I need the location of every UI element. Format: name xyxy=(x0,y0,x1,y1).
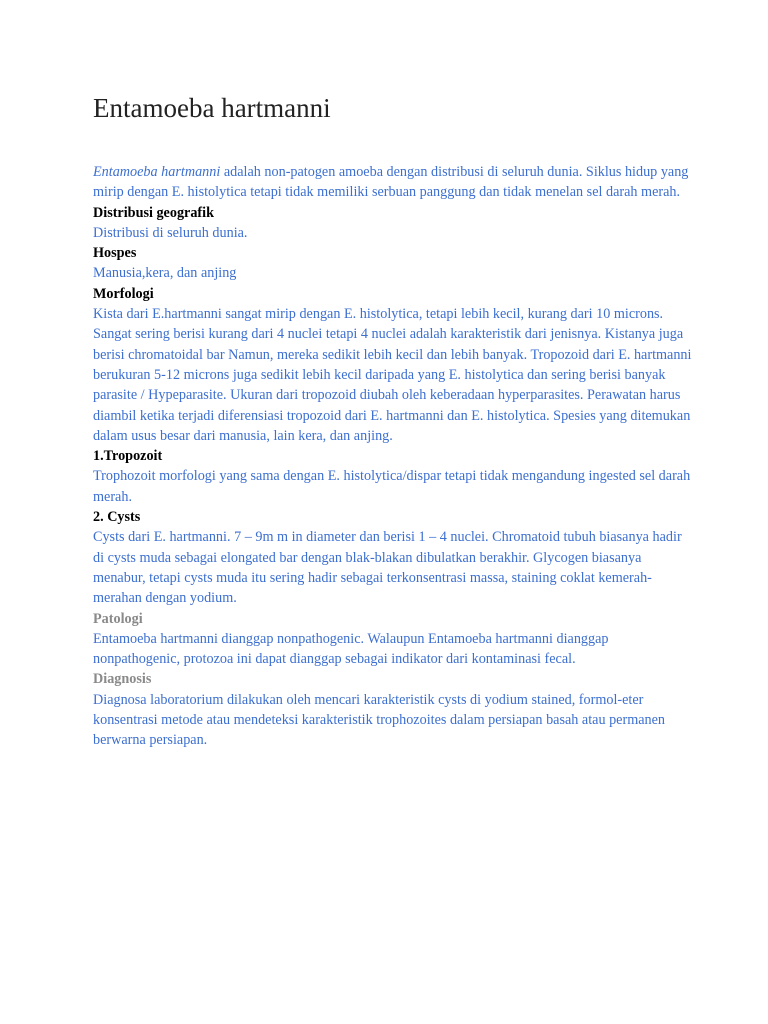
heading-patologi: Patologi xyxy=(93,610,143,627)
page-title: Entamoeba hartmanni xyxy=(93,93,331,123)
intro-italic-name: Entamoeba hartmanni xyxy=(93,164,221,180)
heading-tropozoit: 1.Tropozoit xyxy=(93,448,163,465)
text-tropozoit: Trophozoit morfologi yang sama dengan E. histolytica/dispar tetapi tidak mengandung ingested sel darah merah. xyxy=(93,468,691,505)
heading-diagnosis: Diagnosis xyxy=(93,671,152,688)
heading-hospes: Hospes xyxy=(93,245,137,262)
heading-morfologi: Morfologi xyxy=(93,285,154,302)
text-diagnosis: Diagnosa laboratorium dilakukan oleh mencari karakteristik cysts di yodium stained, formol-eter konsentrasi metode atau mendeteksi karakteristik trophozoites dalam persiapan basah atau permanen berwarna persiapan. xyxy=(93,691,666,749)
text-patologi: Entamoeba hartmanni dianggap nonpathogenic. Walaupun Entamoeba hartmanni dianggap nonpathogenic, protozoa ini dapat dianggap sebagai indikator dari kontaminasi fecal. xyxy=(93,630,609,668)
text-morfologi: Kista dari E.hartmanni sangat mirip dengan E. histolytica, tetapi lebih kecil, kurang dari 10 microns. Sangat sering berisi kurang dari 4 nuclei tetapi 4 nuclei adalah karakteristik dari jenisnya. Kistanya juga berisi chromatoidal bar Namun, mereka sedikit lebih kecil dan lebih banyak. Tropozoid dari E. hartmanni berukuran 5-12 microns juga sedikit lebih kecil daripada yang E. histolytica dan sering berisi banyak parasite / Hypeparasite. Ukuran dari tropozoid diubah oleh keberadaan hyperparasites. Perawatan harus diambil ketika terjadi diferensiasi tropozoid dari E. hartmanni dan E. histolytica. Spesies yang ditemukan dalam usus besar dari manusia, lain kera, dan anjing. xyxy=(93,306,692,444)
text-hospes: Manusia,kera, dan anjing xyxy=(93,265,237,282)
heading-distribusi: Distribusi geografik xyxy=(93,204,214,221)
text-cysts: Cysts dari E. hartmanni. 7 – 9m m in diameter dan berisi 1 – 4 nuclei. Chromatoid tubuh biasanya hadir di cysts muda sebagai elongated bar dengan blak-blakan dibulatkan berakhir. Glycogen biasanya menabur, tetapi cysts muda itu sering hadir sebagai terkonsentrasi massa, staining coklat kemerah-merahan dengan yodium. xyxy=(93,529,682,607)
heading-cysts: 2. Cysts xyxy=(93,509,141,526)
text-distribusi: Distribusi di seluruh dunia. xyxy=(93,224,248,241)
intro-paragraph xyxy=(93,162,693,203)
intro-text: adalah non-patogen amoeba dengan distribusi di seluruh dunia. Siklus hidup yang mirip dengan E. histolytica tetapi tidak memiliki serbuan panggung dan tidak menelan sel darah merah. xyxy=(93,164,689,201)
document-body xyxy=(93,162,693,751)
